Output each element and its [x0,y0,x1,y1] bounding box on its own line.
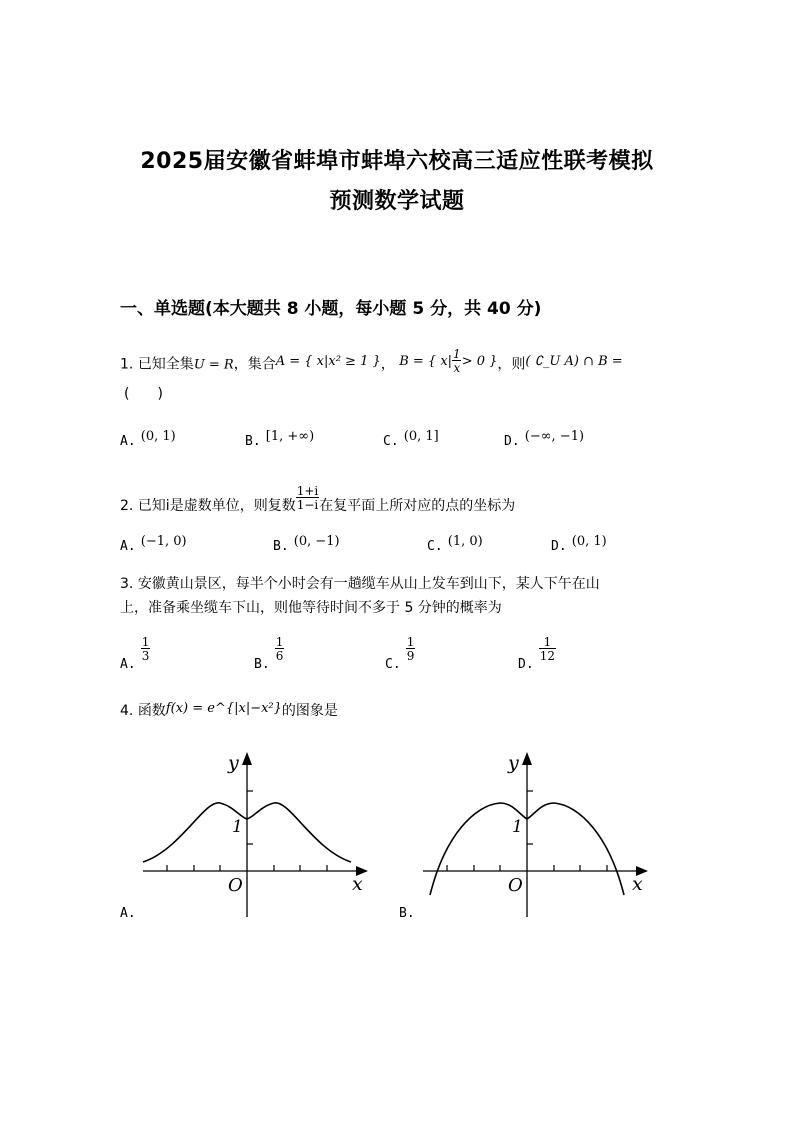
frac-den: 9 [406,649,415,663]
option-letter: C. [383,434,399,449]
option-value: (0, −1) [293,534,340,549]
q1-text-2: ，集合 [233,356,276,373]
q1-expression: ( ∁_U A) ∩ B = [525,353,623,369]
option-letter: C. [427,539,443,554]
q1-text-3: ，则 [497,356,526,373]
y-one-label: 1 [512,817,523,837]
section-header: 一、单选题(本大题共 8 小题，每小题 5 分，共 40 分) [120,299,542,319]
q1-set-b-den: x [453,361,461,375]
q3-number: 3. [120,576,134,592]
q2-frac-den: 1−i [296,498,319,512]
q2-option-c[interactable] [427,535,483,554]
q1-set-b [399,347,498,375]
q1-answer-paren: ( ) [124,386,163,402]
y-one-label: 1 [232,817,243,837]
frac-den: 12 [539,649,556,663]
q2-option-a[interactable] [120,535,187,554]
question-1 [120,347,623,378]
q2-frac-num: 1+i [296,484,319,498]
q1-set-b-fraction [452,348,462,374]
title-line-2: 预测数学试题 [329,189,465,214]
y-axis-label: y [508,752,519,774]
option-letter: A. [120,539,136,554]
y-axis-arrow [242,752,252,765]
q1-text-1: 已知全集 [137,356,194,373]
option-value: (0, 1) [140,429,176,444]
title-line-1: 2025届安徽省蚌埠市蚌埠六校高三适应性联考模拟 [140,149,654,174]
frac-num: 1 [141,635,150,649]
y-axis-label: y [228,752,239,774]
q3-option-b[interactable] [254,635,284,672]
q2-text-1: 已知i是虚数单位，则复数 [137,498,296,514]
q3-line-1: 安徽黄山景区，每半个小时会有一趟缆车从山上发车到山下，某人下午在山 [137,576,600,592]
q1-option-d[interactable] [504,430,584,449]
option-letter: D. [551,539,567,554]
option-letter: A. [120,434,136,449]
question-4 [120,700,338,720]
frac-den: 6 [275,649,284,663]
option-value: (0, 1] [403,429,439,444]
q2-option-d[interactable] [551,535,607,554]
x-axis-label: x [352,873,363,895]
q1-set-a: A = { x|x² ≥ 1 } [275,353,381,369]
q4-number: 4. [120,703,134,719]
option-letter: B. [273,539,289,554]
q1-set-b-pre: B = { x| [399,353,453,369]
q1-set-b-num: 1 [453,347,461,361]
question-3 [120,573,600,593]
q4-function: f(x) = e^{|x|−x²} [165,701,282,716]
option-letter: C. [385,656,401,672]
q4-graph-b [420,745,660,925]
q4-text-2: 的图象是 [281,703,338,719]
origin-label: O [508,875,523,896]
option-letter: D. [504,434,520,449]
frac-num: 1 [543,635,552,649]
q3-line-2: 上，准备乘坐缆车下山，则他等待时间不多于 5 分钟的概率为 [120,600,502,616]
option-fraction [275,636,285,662]
q2-fraction [296,485,320,511]
q4-text-1: 函数 [137,703,166,719]
option-letter: D. [518,656,534,672]
question-2 [120,484,516,519]
y-axis-arrow [522,752,532,765]
option-letter: B. [254,656,270,672]
frac-den: 3 [141,649,150,663]
q4-option-a-letter[interactable]: A. [120,906,136,921]
option-letter: A. [120,656,136,672]
q1-option-c[interactable] [383,430,439,449]
frac-num: 1 [406,635,415,649]
option-fraction [539,636,556,662]
q2-option-b[interactable] [273,535,340,554]
q1-option-a[interactable] [120,430,176,449]
option-fraction [406,636,416,662]
x-axis-label: x [632,873,643,895]
option-value: (−1, 0) [140,534,187,549]
q1-option-b[interactable] [245,430,314,449]
option-value: (−∞, −1) [524,429,585,444]
q1-comma: ， [380,356,395,373]
option-fraction [141,636,151,662]
option-value: (0, 1) [571,534,607,549]
q4-graph-a [140,745,380,925]
origin-label: O [228,875,243,896]
q1-number: 1. [120,356,134,373]
option-value: [1, +∞) [265,429,315,444]
option-letter: B. [245,434,261,449]
q2-number: 2. [120,498,134,514]
q1-universal-set: U = R [193,357,234,373]
q3-option-c[interactable] [385,635,415,672]
q3-option-d[interactable] [518,635,556,672]
q1-set-b-post: > 0 } [461,353,498,369]
q4-option-b-letter[interactable]: B. [399,906,415,921]
q3-option-a[interactable] [120,635,150,672]
q2-text-2: 在复平面上所对应的点的坐标为 [319,498,516,514]
frac-num: 1 [275,635,284,649]
option-value: (1, 0) [447,534,483,549]
